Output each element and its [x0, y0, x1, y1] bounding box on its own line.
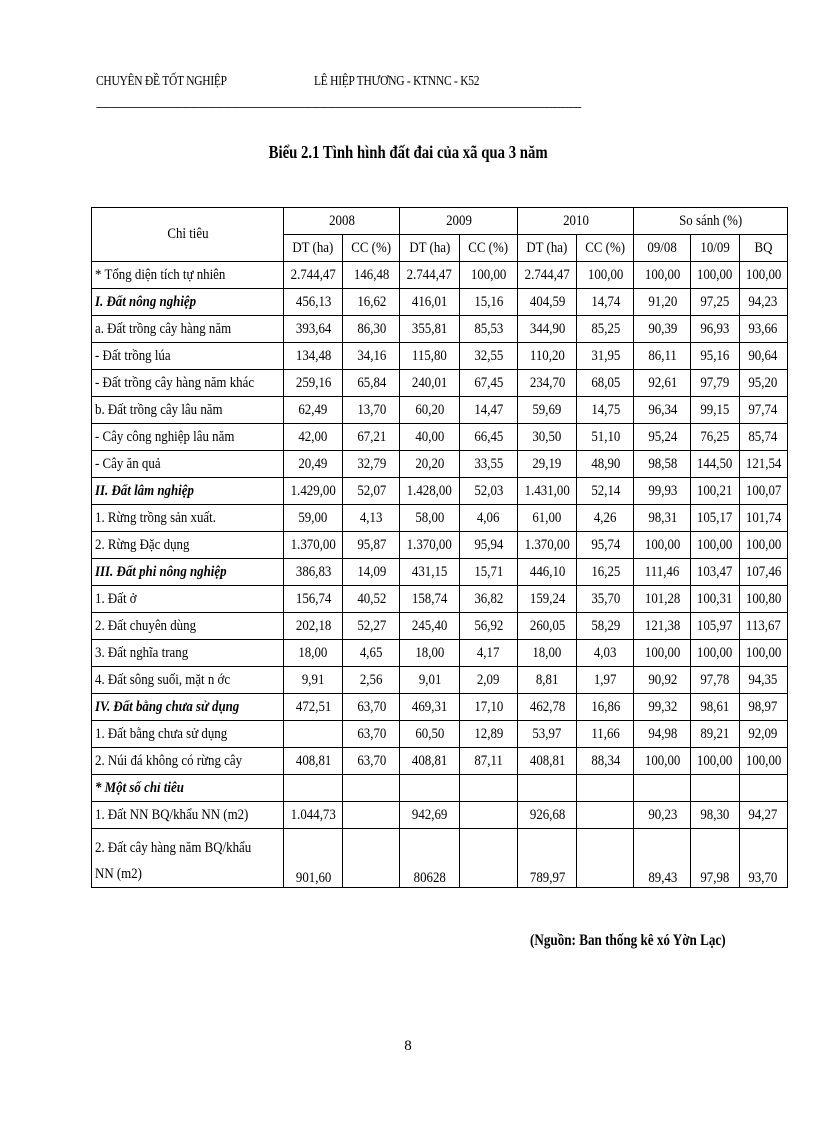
- table-row: [92, 667, 788, 694]
- cell-value: 97,78: [691, 667, 739, 694]
- cell-value: 31,95: [577, 343, 634, 370]
- cell-value: 14,09: [343, 559, 400, 586]
- cell-value: 462,78: [517, 694, 577, 721]
- cell-value: 63,70: [343, 721, 400, 748]
- cell-value: 1.370,00: [283, 532, 343, 559]
- cell-value: 98,31: [634, 505, 691, 532]
- table-row: [92, 532, 788, 559]
- cell-value: [577, 775, 634, 802]
- cell-value: 100,00: [739, 262, 787, 289]
- cell-value: 95,87: [343, 532, 400, 559]
- cell-value: 67,21: [343, 424, 400, 451]
- cell-value: 260,05: [517, 613, 577, 640]
- cell-value: 59,00: [283, 505, 343, 532]
- cell-value: 107,46: [739, 559, 787, 586]
- cell-value: 9,01: [400, 667, 460, 694]
- cell-value: 416,01: [400, 289, 460, 316]
- cell-value: 89,43: [634, 829, 691, 888]
- cell-value: 85,25: [577, 316, 634, 343]
- cell-value: 96,93: [691, 316, 739, 343]
- cell-value: 105,97: [691, 613, 739, 640]
- cell-value: [739, 775, 787, 802]
- cell-value: 2.744,47: [283, 262, 343, 289]
- table-row: [92, 289, 788, 316]
- cell-value: 68,05: [577, 370, 634, 397]
- cell-value: 66,45: [459, 424, 517, 451]
- table-row: [92, 316, 788, 343]
- row-label: 2. Đất chuyên dùng: [92, 613, 284, 640]
- cell-value: 91,20: [634, 289, 691, 316]
- cell-value: 115,80: [400, 343, 460, 370]
- cell-value: [459, 775, 517, 802]
- row-label: - Đất trồng lúa: [92, 343, 284, 370]
- cell-value: 33,55: [459, 451, 517, 478]
- cell-value: 97,74: [739, 397, 787, 424]
- cell-value: 92,61: [634, 370, 691, 397]
- cell-value: 94,23: [739, 289, 787, 316]
- cell-value: 93,66: [739, 316, 787, 343]
- cell-value: 36,82: [459, 586, 517, 613]
- cell-value: 52,27: [343, 613, 400, 640]
- cell-value: 100,00: [459, 262, 517, 289]
- cell-value: 98,61: [691, 694, 739, 721]
- cell-value: 97,98: [691, 829, 739, 888]
- cell-value: 408,81: [400, 748, 460, 775]
- cell-value: 446,10: [517, 559, 577, 586]
- cell-value: 13,70: [343, 397, 400, 424]
- cell-value: 34,16: [343, 343, 400, 370]
- cell-value: 100,00: [691, 532, 739, 559]
- cell-value: 95,94: [459, 532, 517, 559]
- table-row: [92, 397, 788, 424]
- cell-value: 65,84: [343, 370, 400, 397]
- table-row: [92, 505, 788, 532]
- cell-value: 15,16: [459, 289, 517, 316]
- cell-value: 901,60: [283, 829, 343, 888]
- cell-value: 100,00: [691, 640, 739, 667]
- cell-value: 99,93: [634, 478, 691, 505]
- row-label: b. Đất trồng cây lâu năm: [92, 397, 284, 424]
- cell-value: 20,20: [400, 451, 460, 478]
- cell-value: 18,00: [400, 640, 460, 667]
- header-2009: 2009: [400, 208, 518, 235]
- cell-value: 159,24: [517, 586, 577, 613]
- table-row: [92, 343, 788, 370]
- cell-value: 245,40: [400, 613, 460, 640]
- table-row: [92, 775, 788, 802]
- row-label: - Cây ăn quả: [92, 451, 284, 478]
- cell-value: 144,50: [691, 451, 739, 478]
- cell-value: 32,55: [459, 343, 517, 370]
- cell-value: 4,65: [343, 640, 400, 667]
- cell-value: 88,34: [577, 748, 634, 775]
- cell-value: 95,20: [739, 370, 787, 397]
- cell-value: 344,90: [517, 316, 577, 343]
- cell-value: 92,09: [739, 721, 787, 748]
- table-row: [92, 262, 788, 289]
- cell-value: 51,10: [577, 424, 634, 451]
- header-left: CHUYÊN ĐỀ TỐT NGHIỆP: [96, 74, 227, 89]
- cell-value: 100,00: [577, 262, 634, 289]
- table-row: [92, 613, 788, 640]
- cell-value: 15,71: [459, 559, 517, 586]
- cell-value: 29,19: [517, 451, 577, 478]
- cell-value: 14,75: [577, 397, 634, 424]
- cell-value: 101,28: [634, 586, 691, 613]
- cell-value: 100,31: [691, 586, 739, 613]
- cell-value: [400, 775, 460, 802]
- cell-value: 789,97: [517, 829, 577, 888]
- cell-value: [634, 775, 691, 802]
- table-row: [92, 748, 788, 775]
- cell-value: 111,46: [634, 559, 691, 586]
- cell-value: 52,07: [343, 478, 400, 505]
- cell-value: 97,25: [691, 289, 739, 316]
- row-label: 1. Đất ở: [92, 586, 284, 613]
- cell-value: 14,47: [459, 397, 517, 424]
- cell-value: 98,58: [634, 451, 691, 478]
- cell-value: 240,01: [400, 370, 460, 397]
- table-row: [92, 586, 788, 613]
- cell-value: [343, 775, 400, 802]
- cell-value: 100,80: [739, 586, 787, 613]
- cell-value: 95,74: [577, 532, 634, 559]
- table-row: [92, 478, 788, 505]
- cell-value: 86,30: [343, 316, 400, 343]
- header-1009: 10/09: [691, 235, 739, 262]
- cell-value: 1.044,73: [283, 802, 343, 829]
- cell-value: 97,79: [691, 370, 739, 397]
- cell-value: 100,00: [634, 748, 691, 775]
- cell-value: 52,03: [459, 478, 517, 505]
- header-2008: 2008: [283, 208, 400, 235]
- cell-value: 80628: [400, 829, 460, 888]
- cell-value: 16,62: [343, 289, 400, 316]
- header-right: LÊ HIỆP THƯƠNG - KTNNC - K52: [314, 74, 480, 89]
- cell-value: 469,31: [400, 694, 460, 721]
- cell-value: 11,66: [577, 721, 634, 748]
- cell-value: 9,91: [283, 667, 343, 694]
- cell-value: 2,09: [459, 667, 517, 694]
- table-row: [92, 424, 788, 451]
- row-label: - Đất trồng cây hàng năm khác: [92, 370, 284, 397]
- cell-value: 58,29: [577, 613, 634, 640]
- row-label: II. Đất lâm nghiệp: [92, 478, 284, 505]
- page-number: 8: [404, 1038, 412, 1054]
- cell-value: 105,17: [691, 505, 739, 532]
- cell-value: 60,50: [400, 721, 460, 748]
- cell-value: 355,81: [400, 316, 460, 343]
- row-label: 2. Núi đá không có rừng cây: [92, 748, 284, 775]
- cell-value: 14,74: [577, 289, 634, 316]
- cell-value: 101,74: [739, 505, 787, 532]
- cell-value: 58,00: [400, 505, 460, 532]
- cell-value: 40,00: [400, 424, 460, 451]
- cell-value: 95,16: [691, 343, 739, 370]
- cell-value: 85,74: [739, 424, 787, 451]
- header-chi-tieu: Chỉ tiêu: [92, 208, 284, 262]
- cell-value: 1.370,00: [517, 532, 577, 559]
- cell-value: [283, 775, 343, 802]
- cell-value: 60,20: [400, 397, 460, 424]
- table-row: [92, 721, 788, 748]
- cell-value: 35,70: [577, 586, 634, 613]
- cell-value: 32,79: [343, 451, 400, 478]
- cell-value: 85,53: [459, 316, 517, 343]
- cell-value: 4,03: [577, 640, 634, 667]
- cell-value: [283, 721, 343, 748]
- cell-value: 156,74: [283, 586, 343, 613]
- row-label: I. Đất nông nghiệp: [92, 289, 284, 316]
- cell-value: 99,32: [634, 694, 691, 721]
- cell-value: 158,74: [400, 586, 460, 613]
- cell-value: 2.744,47: [400, 262, 460, 289]
- cell-value: 100,00: [634, 262, 691, 289]
- row-label: 1. Đất bằng chưa sử dụng: [92, 721, 284, 748]
- cell-value: 62,49: [283, 397, 343, 424]
- cell-value: 431,15: [400, 559, 460, 586]
- cell-value: 95,24: [634, 424, 691, 451]
- cell-value: [459, 802, 517, 829]
- row-label: 3. Đất nghĩa trang: [92, 640, 284, 667]
- cell-value: 2.744,47: [517, 262, 577, 289]
- header-2010: 2010: [517, 208, 634, 235]
- cell-value: 1.428,00: [400, 478, 460, 505]
- cell-value: 134,48: [283, 343, 343, 370]
- cell-value: 18,00: [283, 640, 343, 667]
- cell-value: 146,48: [343, 262, 400, 289]
- cell-value: 8,81: [517, 667, 577, 694]
- cell-value: 100,00: [691, 748, 739, 775]
- cell-value: 99,15: [691, 397, 739, 424]
- row-label: III. Đất phi nông nghiệp: [92, 559, 284, 586]
- cell-value: 100,00: [634, 640, 691, 667]
- cell-value: 18,00: [517, 640, 577, 667]
- row-label: * Tổng diện tích tự nhiên: [92, 262, 284, 289]
- cell-value: 56,92: [459, 613, 517, 640]
- header-0908: 09/08: [634, 235, 691, 262]
- cell-value: 942,69: [400, 802, 460, 829]
- cell-value: [459, 829, 517, 888]
- cell-value: 53,97: [517, 721, 577, 748]
- header-dt: DT (ha): [283, 235, 343, 262]
- cell-value: 48,90: [577, 451, 634, 478]
- cell-value: 456,13: [283, 289, 343, 316]
- row-label: 2. Rừng Đặc dụng: [92, 532, 284, 559]
- cell-value: 1.429,00: [283, 478, 343, 505]
- row-label: IV. Đất bằng chưa sử dụng: [92, 694, 284, 721]
- header-cc: CC (%): [577, 235, 634, 262]
- row-label: 1. Đất NN BQ/khẩu NN (m2): [92, 802, 284, 829]
- cell-value: 4,17: [459, 640, 517, 667]
- cell-value: 100,00: [739, 748, 787, 775]
- cell-value: 52,14: [577, 478, 634, 505]
- cell-value: 59,69: [517, 397, 577, 424]
- cell-value: [343, 829, 400, 888]
- cell-value: 94,98: [634, 721, 691, 748]
- cell-value: 12,89: [459, 721, 517, 748]
- cell-value: 404,59: [517, 289, 577, 316]
- cell-value: [577, 802, 634, 829]
- cell-value: 1,97: [577, 667, 634, 694]
- cell-value: 63,70: [343, 748, 400, 775]
- table-row: [92, 640, 788, 667]
- cell-value: 4,13: [343, 505, 400, 532]
- cell-value: 90,23: [634, 802, 691, 829]
- cell-value: 113,67: [739, 613, 787, 640]
- cell-value: 16,86: [577, 694, 634, 721]
- cell-value: [517, 775, 577, 802]
- cell-value: 100,00: [739, 640, 787, 667]
- cell-value: 4,06: [459, 505, 517, 532]
- cell-value: 93,70: [739, 829, 787, 888]
- cell-value: 408,81: [517, 748, 577, 775]
- cell-value: 386,83: [283, 559, 343, 586]
- header-divider: --------------------------------------------------------------------------------------------------------------------------------------------------------------------------------------: [96, 101, 581, 113]
- cell-value: 90,92: [634, 667, 691, 694]
- table-row: [92, 694, 788, 721]
- cell-value: 89,21: [691, 721, 739, 748]
- cell-value: 17,10: [459, 694, 517, 721]
- cell-value: 100,00: [634, 532, 691, 559]
- header-so-sanh: So sánh (%): [634, 208, 788, 235]
- header-bq: BQ: [739, 235, 787, 262]
- cell-value: 98,30: [691, 802, 739, 829]
- cell-value: 61,00: [517, 505, 577, 532]
- cell-value: 4,26: [577, 505, 634, 532]
- table-row: [92, 829, 788, 888]
- cell-value: 472,51: [283, 694, 343, 721]
- cell-value: 121,38: [634, 613, 691, 640]
- cell-value: [691, 775, 739, 802]
- row-label: 4. Đất sông suối, mặt n ớc: [92, 667, 284, 694]
- cell-value: 110,20: [517, 343, 577, 370]
- cell-value: 30,50: [517, 424, 577, 451]
- cell-value: 20,49: [283, 451, 343, 478]
- page-title: Biểu 2.1 Tình hình đất đai của xã qua 3 năm: [268, 142, 548, 162]
- cell-value: 86,11: [634, 343, 691, 370]
- cell-value: 234,70: [517, 370, 577, 397]
- table-row: [92, 451, 788, 478]
- cell-value: 2,56: [343, 667, 400, 694]
- cell-value: 121,54: [739, 451, 787, 478]
- header-dt: DT (ha): [517, 235, 577, 262]
- cell-value: 1.370,00: [400, 532, 460, 559]
- cell-value: [343, 802, 400, 829]
- cell-value: 926,68: [517, 802, 577, 829]
- land-table: [91, 207, 788, 888]
- cell-value: [577, 829, 634, 888]
- cell-value: 259,16: [283, 370, 343, 397]
- cell-value: 76,25: [691, 424, 739, 451]
- cell-value: 393,64: [283, 316, 343, 343]
- cell-value: 98,97: [739, 694, 787, 721]
- cell-value: 103,47: [691, 559, 739, 586]
- header-cc: CC (%): [459, 235, 517, 262]
- cell-value: 87,11: [459, 748, 517, 775]
- cell-value: 40,52: [343, 586, 400, 613]
- cell-value: 408,81: [283, 748, 343, 775]
- table-row: [92, 802, 788, 829]
- table-row: [92, 370, 788, 397]
- cell-value: 16,25: [577, 559, 634, 586]
- row-label: a. Đất trồng cây hàng năm: [92, 316, 284, 343]
- cell-value: 42,00: [283, 424, 343, 451]
- cell-value: 100,00: [739, 532, 787, 559]
- table-row: [92, 559, 788, 586]
- row-label: 1. Rừng trồng sản xuất.: [92, 505, 284, 532]
- cell-value: 96,34: [634, 397, 691, 424]
- row-label: 2. Đất cây hàng năm BQ/khẩu NN (m2): [92, 829, 284, 888]
- cell-value: 94,35: [739, 667, 787, 694]
- cell-value: 90,64: [739, 343, 787, 370]
- cell-value: 63,70: [343, 694, 400, 721]
- cell-value: 100,21: [691, 478, 739, 505]
- row-label: - Cây công nghiệp lâu năm: [92, 424, 284, 451]
- header-dt: DT (ha): [400, 235, 460, 262]
- cell-value: 202,18: [283, 613, 343, 640]
- cell-value: 90,39: [634, 316, 691, 343]
- cell-value: 1.431,00: [517, 478, 577, 505]
- row-label: * Một số chỉ tiêu: [92, 775, 284, 802]
- header-cc: CC (%): [343, 235, 400, 262]
- cell-value: 67,45: [459, 370, 517, 397]
- cell-value: 94,27: [739, 802, 787, 829]
- cell-value: 100,00: [691, 262, 739, 289]
- cell-value: 100,07: [739, 478, 787, 505]
- source-note: (Nguồn: Ban thống kê xó Yờn Lạc): [530, 932, 726, 949]
